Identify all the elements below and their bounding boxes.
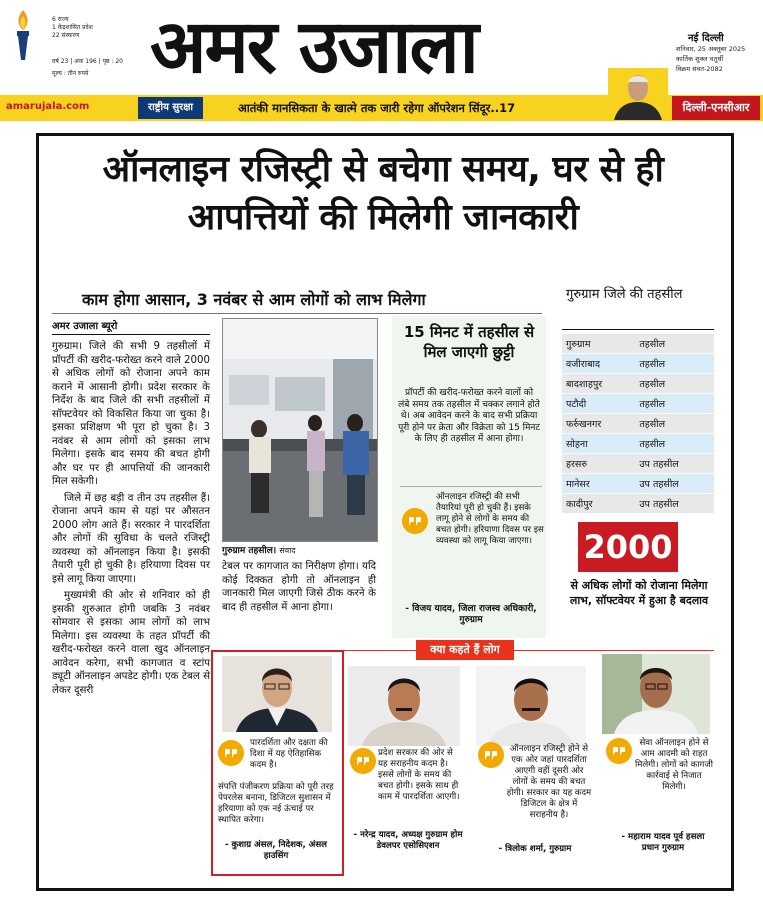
quote-icon <box>350 748 376 774</box>
stat-number: 2000 <box>578 522 678 572</box>
quote-icon <box>218 740 244 766</box>
main-headline: ऑनलाइन रजिस्ट्री से बचेगा समय, घर से ही आपत्तियों की मिलेगी जानकारी <box>102 149 664 238</box>
divider <box>52 313 542 314</box>
region-badge: दिल्ली-एनसीआर <box>672 96 760 120</box>
highlight-title: 15 मिनट में तहसील से मिल जाएगी छुट्टी <box>403 323 535 361</box>
photo-credit: संवाद <box>279 546 296 555</box>
tehsil-name: गुरुग्राम <box>562 334 635 354</box>
hindu-date: कार्तिक शुक्ल चतुर्थी <box>676 55 724 63</box>
table-row <box>562 474 714 494</box>
stat-text: से अधिक लोगों को रोजाना मिलेगा लाभ, सॉफ्टवेयर में हुआ है बदलाव <box>569 579 709 607</box>
tehsil-type: तहसील <box>635 334 714 354</box>
official-signature: - विजय यादव, जिला राजस्व अधिकारी, गुरुग्राम <box>405 604 537 625</box>
opinion-signature: - कुशाग्र अंसल, निदेशक, अंसल हाउसिंग <box>225 840 327 861</box>
opinion-quote-extended: संपत्ति पंजीकरण प्रक्रिया को पूरी तरह पेपरलेस बनाना, डिजिटल सुशासन में हरियाणा को एक नई ऊंचाई पर स्थापित करेगा। <box>218 782 334 825</box>
opinion-signature: - त्रिलोक शर्मा, गुरुग्राम <box>498 844 572 854</box>
strip-headline[interactable]: आतंकी मानसिकता के खात्मे तक जारी रहेगा ऑपरेशन सिंदूर..17 <box>238 101 516 115</box>
tehsil-name: सोहना <box>562 434 635 454</box>
tehsil-type: उप तहसील <box>635 474 714 494</box>
official-quote: ऑनलाइन रजिस्ट्री की सभी तैयारियां पूरी हो चुकी हैं। इसके लागू होने से लोगों के समय की बचत होगी। हरियाणा दिवस पर इस व्यवस्था को लागू किया जाएगा। <box>436 492 544 546</box>
opinion-quote: सेवा ऑनलाइन होने से आम आदमी को राहत मिलेगी। लोगों को कागजी कार्रवाई से निजात मिलेगी। <box>635 738 713 792</box>
tehsil-name: कादीपुर <box>562 494 635 514</box>
opinions-banner: क्या कहते हैं लोग <box>416 640 514 660</box>
date: शनिवार, 25 अक्तूबर 2025 <box>676 45 746 53</box>
table-row <box>562 354 714 374</box>
opinion-quote: प्रदेश सरकार की ओर से यह सराहनीय कदम है। इससे लोगों के समय की बचत होगी। इसके साथ ही काम में पारदर्शिता आएगी। <box>378 748 460 802</box>
quote-icon <box>606 738 632 764</box>
website-link[interactable]: amarujala.com <box>6 101 90 112</box>
tehsil-name: मानेसर <box>562 474 635 494</box>
edition-city: नई दिल्ली <box>688 33 724 44</box>
paragraph: मुख्यमंत्री की ओर से शनिवार को ही इसकी शुरुआत होगी जबकि 3 नवंबर सोमवार से इसका आम लोगों को लाभ मिलेगा। इस व्यवस्था के तहत प्रॉपर्टी की खरीद-फरोख्त करने वाला खुद ऑनलाइन आवेदन करेगा, सभी कागजात व स्टांप ड्यूटी ऑनलाइन अपडेट होगी। एक टेबल से लेकर दूसरी <box>52 590 210 696</box>
price-info: मूल्य : तीन रुपये <box>52 70 89 77</box>
tehsil-type: तहसील <box>635 394 714 414</box>
tehsil-name: हरसरु <box>562 454 635 474</box>
torch-logo-icon <box>8 8 38 64</box>
table-row <box>562 434 714 454</box>
person-photo <box>608 68 668 120</box>
tehsil-office-photo <box>222 318 378 542</box>
edition-line: 22 संस्करण <box>52 32 80 39</box>
tehsil-type: तहसील <box>635 434 714 454</box>
quote-icon <box>402 508 428 534</box>
person-photo <box>222 656 332 732</box>
tehsil-table <box>562 334 714 514</box>
newspaper-logo: अमर उजाला <box>150 4 477 90</box>
tehsil-name: फर्रुखनगर <box>562 414 635 434</box>
tehsil-name: बादशाहपुर <box>562 374 635 394</box>
quote-icon <box>478 742 504 768</box>
divider <box>562 329 714 330</box>
table-row <box>562 454 714 474</box>
office-scene-image <box>223 319 377 541</box>
volume-info: वर्ष 23 | अंक 196 | पृष्ठ : 20 <box>52 58 123 65</box>
table-row <box>562 334 714 354</box>
table-row <box>562 374 714 394</box>
tehsil-name: वजीराबाद <box>562 354 635 374</box>
opinion-quote: ऑनलाइन रजिस्ट्री होने से एक ओर जहां पारदर्शिता आएगी वहीं दूसरी ओर लोगों के समय की बचत होगी। सरकार का यह कदम डिजिटल के क्षेत्र में सराहनीय है। <box>506 744 592 820</box>
divider <box>400 486 542 487</box>
divider <box>52 334 210 335</box>
tehsil-type: तहसील <box>635 414 714 434</box>
tehsil-type: तहसील <box>635 354 714 374</box>
tehsil-type: उप तहसील <box>635 494 714 514</box>
person-photo <box>348 666 460 746</box>
samvat: विक्रम संवत-2082 <box>676 65 723 73</box>
highlight-text: प्रॉपर्टी की खरीद-फरोख्त करने वालों को लंबे समय तक तहसील में चक्कर लगाने होते थे। अब आवेदन करने के बाद सभी प्रक्रिया पूरी होने पर क्रेता और विक्रेता को 15 मिनट के लिए ही तहसील में आना होगा। <box>398 388 540 444</box>
article-body-col2: टेबल पर कागजात का निरीक्षण होगा। यदि कोई दिक्कत होगी तो ऑनलाइन ही जानकारी मिल जाएगी जिसे ठीक करने के बाद ही तहसील में आना होगा। <box>222 561 376 613</box>
opinion-signature: - महाराम यादव पूर्व हसला प्रधान गुरुग्राम <box>621 832 705 853</box>
tehsil-name: पटौदी <box>562 394 635 414</box>
opinion-signature: - नरेन्द्र यादव, अध्यक्ष गुरुग्राम होम डेवलपर एसोसिएशन <box>353 830 463 851</box>
byline: अमर उजाला ब्यूरो <box>52 321 118 332</box>
paragraph: गुरुग्राम। जिले की सभी 9 तहसीलों में प्रॉपर्टी की खरीद-फरोख्त करने वाले 2000 से अधिक लोगों को रोजाना अपने काम कराने में आसानी होगी। प्रदेश सरकार के निर्देश के बाद जिले की सभी तहसीलों में सॉफ्टवेयर को विकसित किया जा चुका है। इसका प्रशिक्षण भी पूरा हो चुका है। 3 नवंबर से आम लोगों को इसका लाभ मिलेगा। इसके बाद समय की बचत होगी और घर पर ही आपत्तियों की जानकारी मिल सकेगी। <box>52 341 210 487</box>
edition-info <box>52 16 93 40</box>
highlight-box <box>392 316 546 638</box>
person-photo <box>602 654 710 734</box>
paragraph: जिले में छह बड़ी व तीन उप तहसील हैं। रोजाना अपने काम से यहां पर औसतन 2000 लोग आते हैं। सरकार ने पारदर्शिता और लोगों की सुविधा के चलते रजिस्ट्री व्यवस्था को ऑनलाइन किया है। इसकी तैयारी पूरी हो चुकी है। हरियाणा दिवस पर इसे लागू किया जाएगा। <box>52 492 210 585</box>
section-tag: राष्ट्रीय सुरक्षा <box>138 97 203 119</box>
sub-headline: काम होगा आसान, 3 नवंबर से आम लोगों को लाभ मिलेगा <box>82 290 426 309</box>
table-row <box>562 394 714 414</box>
date-info <box>676 44 761 74</box>
tehsil-table-title: गुरुग्राम जिले की तहसील <box>566 287 683 302</box>
caption-text: गुरुग्राम तहसील। <box>222 546 277 556</box>
article-body-col1 <box>52 340 210 697</box>
table-row <box>562 414 714 434</box>
opinion-quote: पारदर्शिता और दक्षता की दिशा में यह ऐतिहासिक कदम है। <box>250 738 328 770</box>
edition-line: 6 राज्य <box>52 16 69 23</box>
tehsil-type: उप तहसील <box>635 454 714 474</box>
tehsil-type: तहसील <box>635 374 714 394</box>
person-photo <box>476 666 586 746</box>
edition-line: 1 केंद्रशासित प्रदेश <box>52 24 93 31</box>
table-row <box>562 494 714 514</box>
photo-caption <box>222 543 296 556</box>
